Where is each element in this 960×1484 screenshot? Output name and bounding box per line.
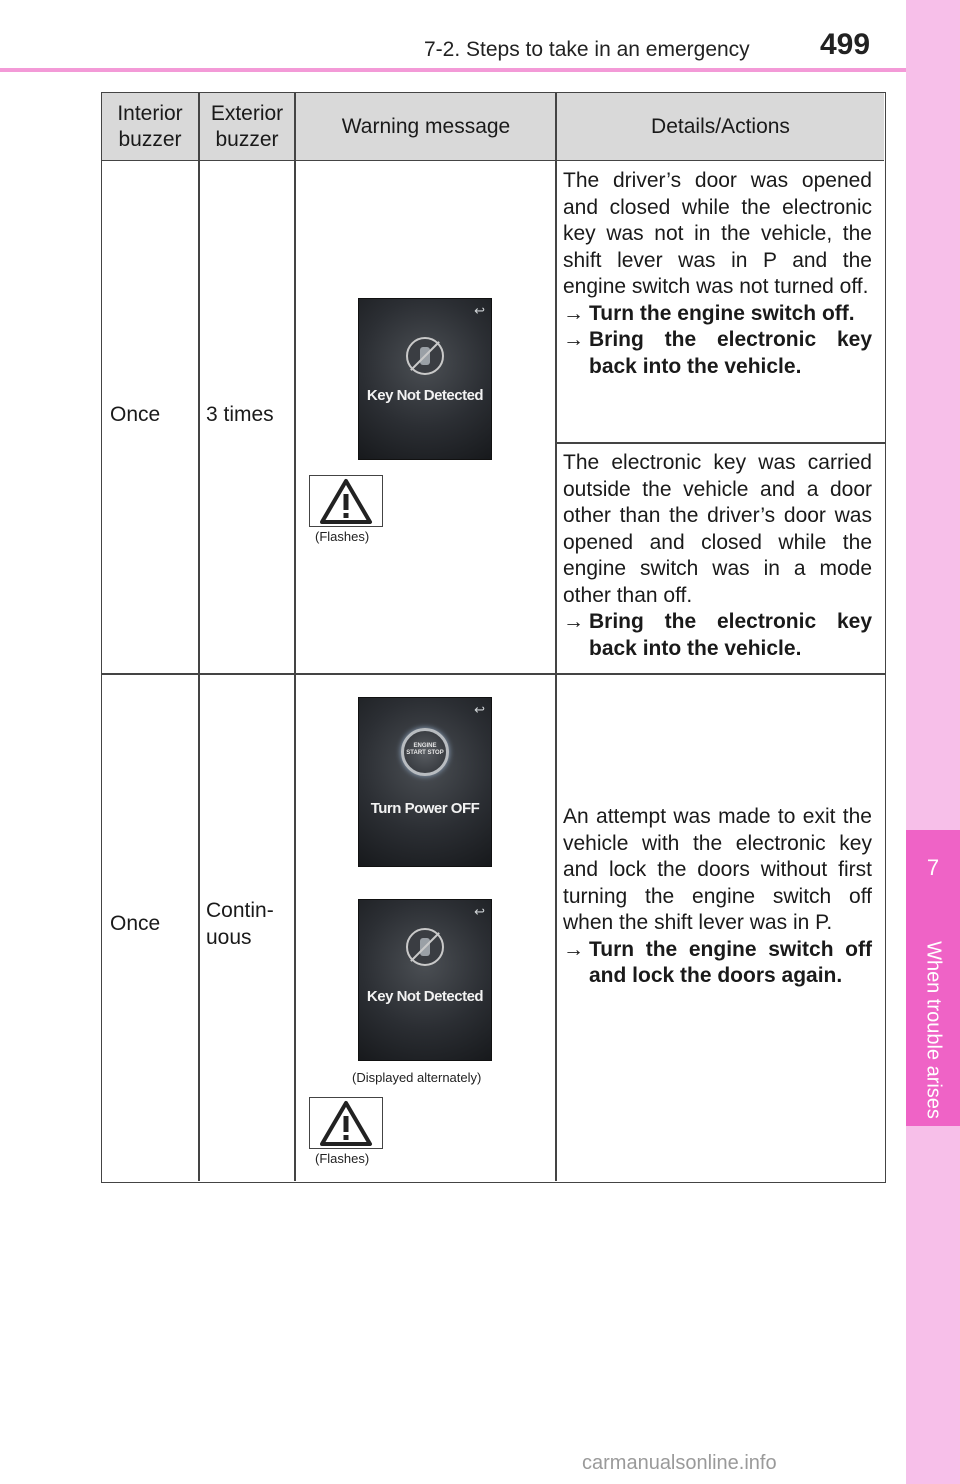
back-arrow-icon: ↩ (474, 702, 485, 717)
detail-text: The driver’s door was opened and closed while the electronic key was not in the vehicle, the shift lever was in P and the engine switch was not turned off. (563, 169, 872, 298)
column-divider (294, 93, 296, 1181)
warning-indicator (309, 475, 383, 527)
engine-start-stop-icon: ENGINE START STOP (401, 728, 449, 776)
row2-details (563, 804, 872, 990)
detail-text: An attempt was made to exit the vehicle with the electronic key and lock the doors without first turning the engine switch off when the shift lever was in P. (563, 805, 872, 934)
side-strip (906, 0, 960, 1484)
back-arrow-icon: ↩ (474, 303, 485, 318)
chapter-title: When trouble arises (922, 941, 945, 1119)
header-exterior-buzzer: Exterior buzzer (210, 102, 284, 151)
flashes-caption: (Flashes) (315, 529, 370, 544)
row1-details-a (563, 168, 872, 380)
arrow-icon: → (563, 610, 584, 633)
header-divider (0, 68, 906, 72)
detail-text: The electronic key was carried outside the vehicle and a door other than the driver’s door was opened and closed while the engine switch was in a mode other than off. (563, 451, 872, 607)
header-warning-message: Warning message (341, 115, 511, 138)
watermark: carmanualsonline.info (582, 1452, 777, 1474)
section-title: 7-2. Steps to take in an emergency (424, 38, 750, 61)
column-divider (198, 93, 200, 1181)
arrow-icon: → (563, 301, 584, 325)
warning-triangle-icon (310, 476, 382, 526)
column-divider (555, 93, 557, 1181)
row2-exterior: Continuous (206, 899, 274, 949)
header-details-actions: Details/Actions (651, 115, 790, 138)
back-arrow-icon: ↩ (474, 904, 485, 919)
page-number: 499 (820, 28, 871, 61)
arrow-icon: → (563, 328, 584, 351)
screen-message: Key Not Detected (366, 387, 484, 404)
screen-message: Key Not Detected (366, 988, 484, 1005)
key-not-detected-icon (406, 928, 444, 966)
chapter-number: 7 (926, 855, 940, 880)
key-not-detected-icon (406, 337, 444, 375)
alternate-caption: (Displayed alternately) (352, 1070, 482, 1085)
key-not-detected-screen (358, 298, 492, 460)
flashes-caption: (Flashes) (315, 1151, 370, 1166)
action-item: → Bring the electronic key back into the vehicle. (563, 327, 872, 380)
row-divider (102, 673, 885, 675)
row-divider (556, 442, 885, 444)
row2-interior: Once (110, 912, 161, 935)
action-item: → Bring the electronic key back into the vehicle. (563, 609, 872, 662)
warning-indicator (309, 1097, 383, 1149)
turn-power-off-screen (358, 697, 492, 867)
row1-details-b (563, 450, 872, 662)
warning-table (101, 92, 886, 1183)
header-interior-buzzer: Interior buzzer (117, 102, 183, 151)
row1-exterior: 3 times (206, 403, 274, 426)
action-item: → Turn the engine switch off and lock the doors again. (563, 937, 872, 990)
row1-interior: Once (110, 403, 161, 426)
action-item: → Turn the engine switch off. (563, 301, 872, 328)
warning-triangle-icon (310, 1098, 382, 1148)
key-not-detected-screen (358, 899, 492, 1061)
arrow-icon: → (563, 937, 584, 961)
screen-message: Turn Power OFF (370, 800, 480, 817)
